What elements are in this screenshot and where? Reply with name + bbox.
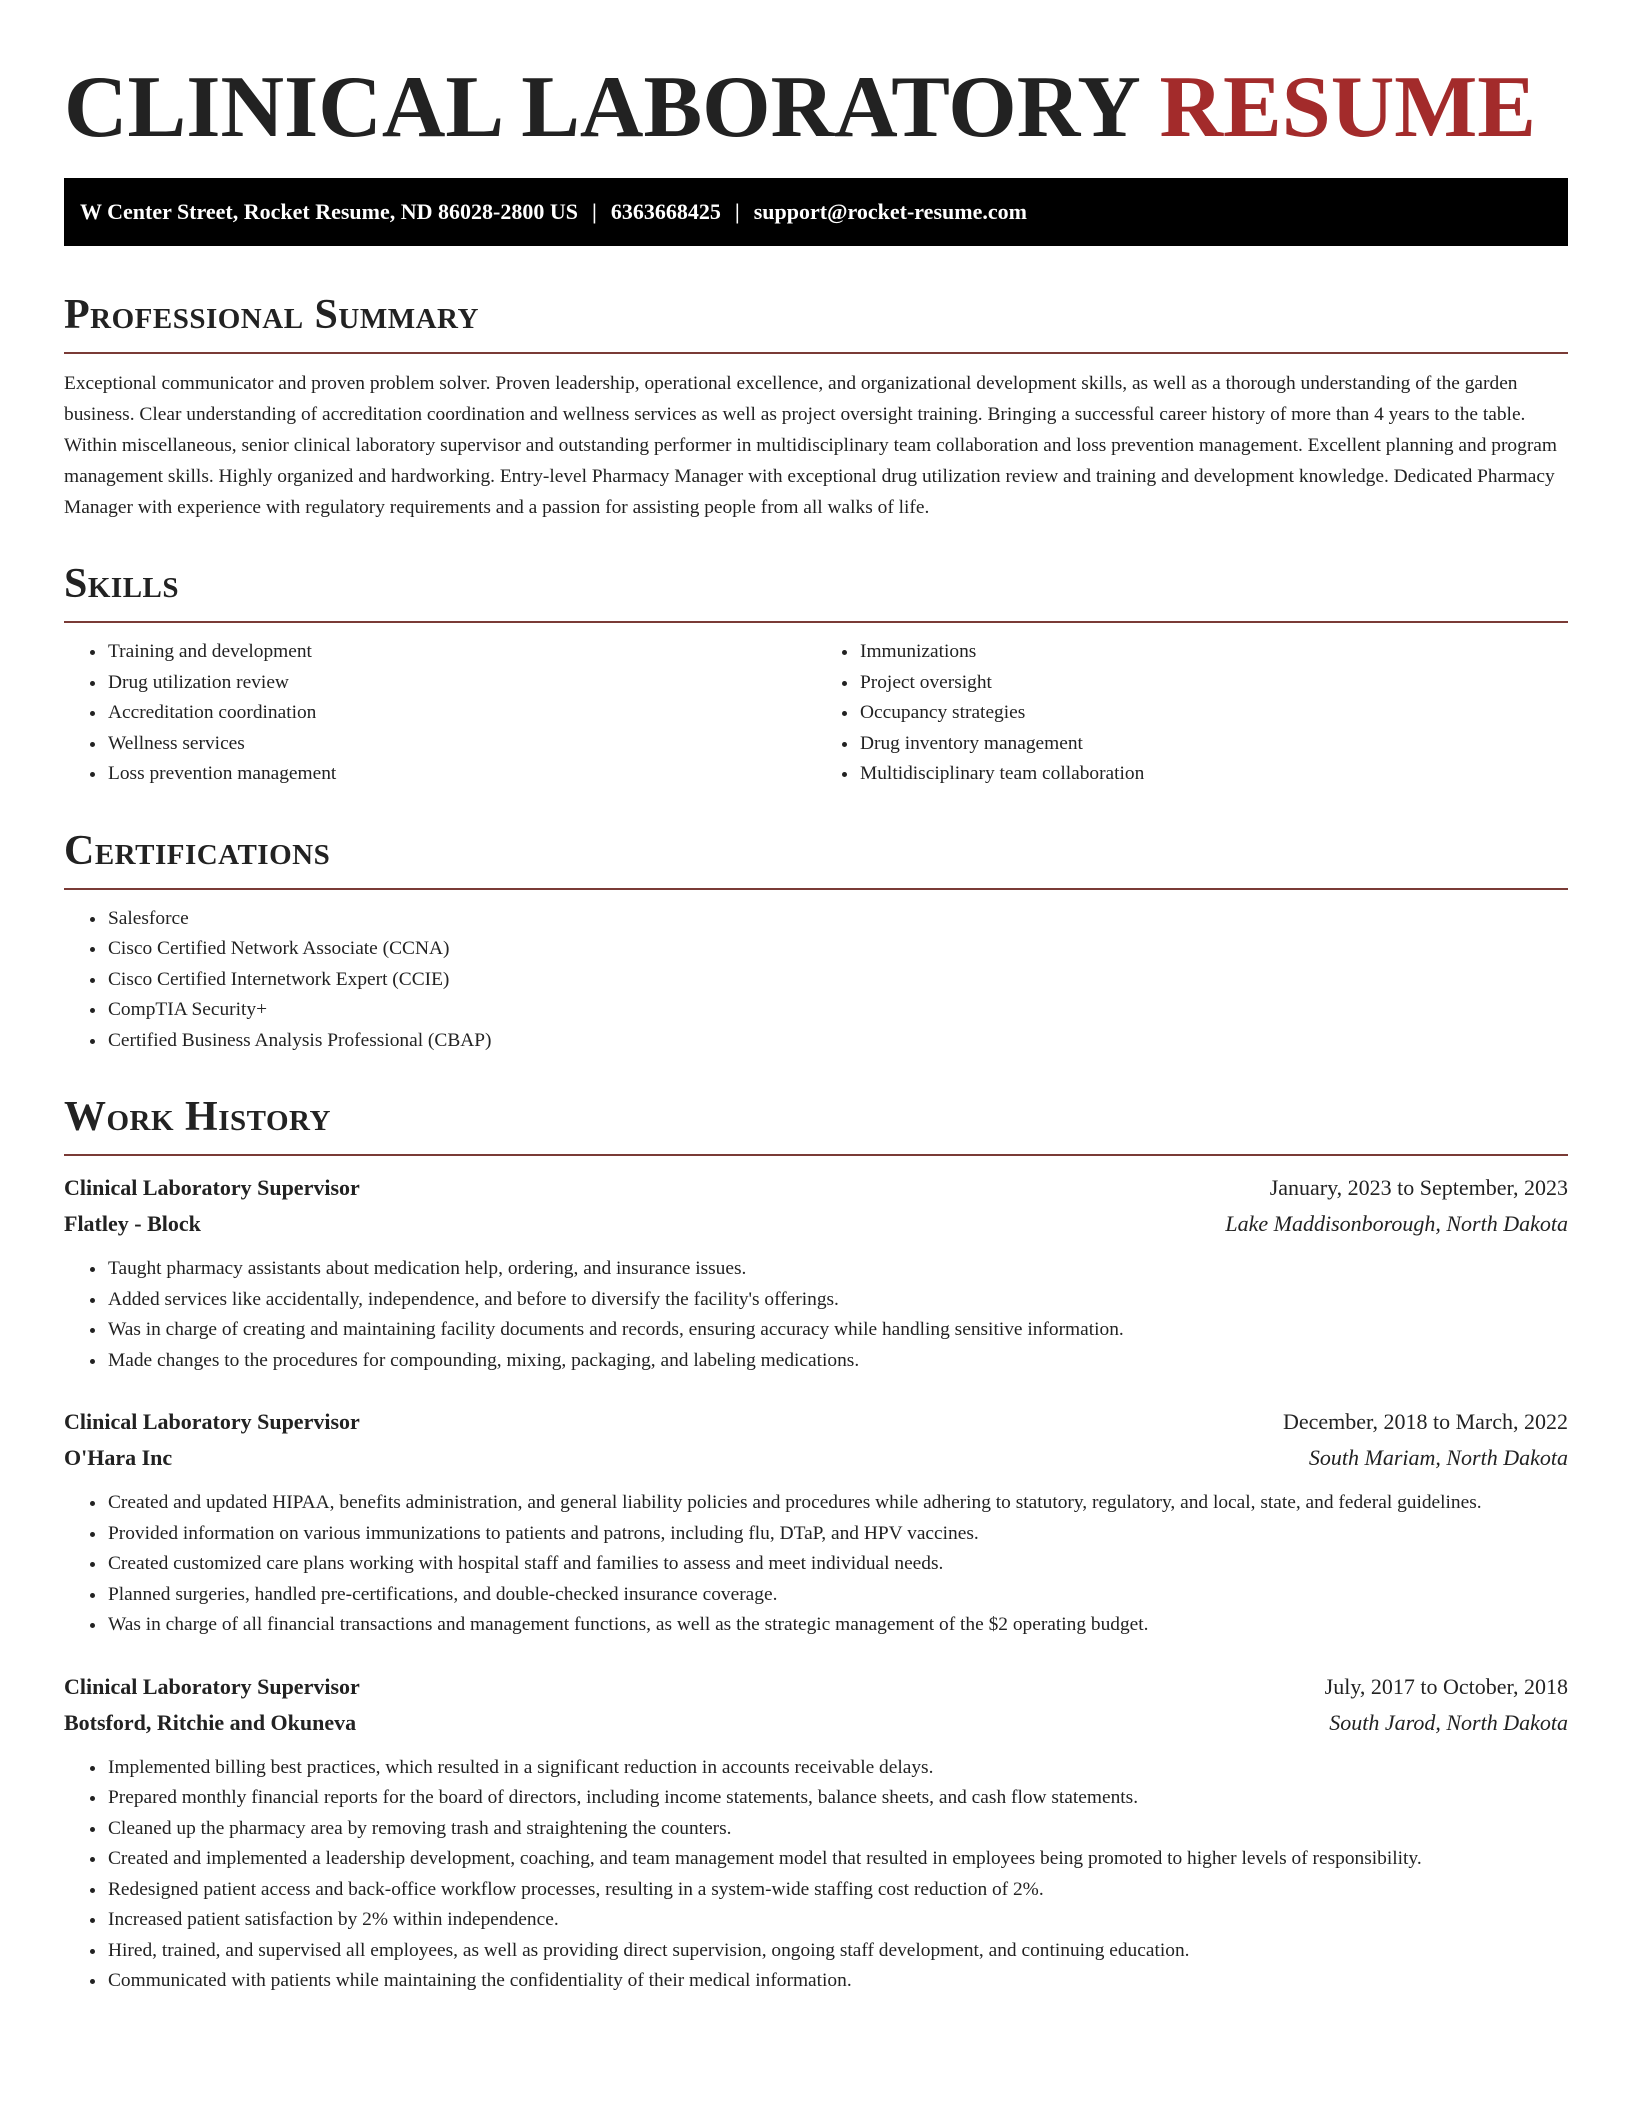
section-divider (64, 1154, 1568, 1156)
job-company-row (64, 1705, 1568, 1741)
skills-section (64, 559, 1568, 790)
job-duty-item: • Cleaned up the pharmacy area by removing trash and straightening the counters. (107, 1814, 1568, 1845)
summary-section (64, 290, 1568, 523)
job-location: South Mariam, North Dakota (1308, 1445, 1568, 1470)
skills-list-left (64, 637, 816, 790)
job-duties-list (64, 1753, 1568, 1997)
job-duty-item: • Was in charge of creating and maintaining facility documents and records, ensuring accuracy while handling sensitive information. (107, 1315, 1568, 1346)
job-title: Clinical Laboratory Supervisor (64, 1175, 360, 1200)
skill-item: • Accreditation coordination (107, 698, 816, 729)
certification-item: • Certified Business Analysis Professional (CBAP) (107, 1026, 1568, 1057)
work-history-heading: Work History (64, 1094, 331, 1140)
job-duty-item: • Was in charge of all financial transactions and management functions, as well as the strategic management of the $2 operating budget. (107, 1610, 1568, 1641)
work-history-section (64, 1092, 1568, 1997)
job-duty-item: • Added services like accidentally, independence, and before to diversify the facility's offerings. (107, 1285, 1568, 1316)
contact-bar (64, 178, 1568, 246)
section-divider (64, 888, 1568, 890)
certification-item: • CompTIA Security+ (107, 995, 1568, 1026)
summary-heading: Professional Summary (64, 292, 479, 338)
title-accent: RESUME (1159, 59, 1536, 156)
skill-item: • Drug utilization review (107, 668, 816, 699)
job-location: Lake Maddisonborough, North Dakota (1225, 1211, 1568, 1236)
job-duties-list (64, 1254, 1568, 1376)
job-company-row (64, 1440, 1568, 1476)
title-main: CLINICAL LABORATORY (64, 59, 1138, 156)
skill-item: • Training and development (107, 637, 816, 668)
job-entry (64, 1669, 1568, 1997)
certification-item: • Cisco Certified Internetwork Expert (CCIE) (107, 965, 1568, 996)
contact-phone[interactable]: 6363668425 (610, 199, 721, 224)
skill-item: • Loss prevention management (107, 759, 816, 790)
job-duty-item: • Created and implemented a leadership development, coaching, and team management model that resulted in employees being promoted to higher levels of responsibility. (107, 1844, 1568, 1875)
section-divider (64, 352, 1568, 354)
job-duty-item: • Communicated with patients while maintaining the confidentiality of their medical information. (107, 1966, 1568, 1997)
job-company-row (64, 1206, 1568, 1242)
skill-item: • Wellness services (107, 729, 816, 760)
job-duty-item: • Taught pharmacy assistants about medication help, ordering, and insurance issues. (107, 1254, 1568, 1285)
job-header-row (64, 1669, 1568, 1705)
skill-item: • Drug inventory management (859, 729, 1568, 760)
contact-address: W Center Street, Rocket Resume, ND 86028-2800 US (80, 199, 578, 224)
contact-separator: | (734, 199, 740, 224)
section-divider (64, 621, 1568, 623)
job-dates: July, 2017 to October, 2018 (1324, 1673, 1568, 1699)
job-entry (64, 1404, 1568, 1641)
certification-item: • Salesforce (107, 904, 1568, 935)
job-dates: December, 2018 to March, 2022 (1282, 1409, 1568, 1434)
skills-list-right (816, 637, 1568, 790)
job-dates: January, 2023 to September, 2023 (1269, 1175, 1568, 1200)
job-duty-item: • Created and updated HIPAA, benefits administration, and general liability policies and procedures while adhering to statutory, regulatory, and local, state, and federal guidelines. (107, 1488, 1568, 1519)
certifications-heading: Certifications (64, 827, 331, 874)
certifications-list (64, 904, 1568, 1057)
skills-heading: Skills (64, 561, 180, 607)
job-duty-item: • Provided information on various immunizations to patients and patrons, including flu, DTaP, and HPV vaccines. (107, 1519, 1568, 1550)
skills-grid (64, 637, 1568, 790)
certification-item: • Cisco Certified Network Associate (CCNA) (107, 934, 1568, 965)
job-company: O'Hara Inc (64, 1445, 173, 1470)
job-header-row (64, 1170, 1568, 1206)
job-duty-item: • Redesigned patient access and back-office workflow processes, resulting in a system-wide staffing cost reduction of 2%. (107, 1875, 1568, 1906)
certifications-section (64, 826, 1568, 1057)
contact-email[interactable]: support@rocket-resume.com (753, 199, 1027, 224)
job-duty-item: • Prepared monthly financial reports for the board of directors, including income statements, balance sheets, and cash flow statements. (107, 1783, 1568, 1814)
job-header-row (64, 1404, 1568, 1440)
job-duty-item: • Planned surgeries, handled pre-certifications, and double-checked insurance coverage. (107, 1580, 1568, 1611)
job-company: Flatley - Block (64, 1211, 201, 1236)
job-duty-item: • Implemented billing best practices, which resulted in a significant reduction in accounts receivable delays. (107, 1753, 1568, 1784)
job-duty-item: • Made changes to the procedures for compounding, mixing, packaging, and labeling medications. (107, 1346, 1568, 1377)
skill-item: • Immunizations (859, 637, 1568, 668)
contact-separator: | (591, 199, 597, 224)
job-duties-list (64, 1488, 1568, 1641)
job-title: Clinical Laboratory Supervisor (64, 1673, 360, 1699)
skill-item: • Project oversight (859, 668, 1568, 699)
summary-text: Exceptional communicator and proven problem solver. Proven leadership, operational excellence, and organizational development skills, as well as a thorough understanding of the garden business. Clear understanding of accreditation coordination and wellness services as well as project oversight training. Bringing a successful career history of more than 4 years to the table. Within miscellaneous, senior clinical laboratory supervisor and outstanding performer in multidisciplinary team collaboration and loss prevention management. Excellent planning and program management skills. Highly organized and hardworking. Entry-level Pharmacy Manager with exceptional drug utilization review and training and development knowledge. Dedicated Pharmacy Manager with experience with regulatory requirements and a passion for assisting people from all walks of life. (64, 373, 1557, 518)
job-location: South Jarod, North Dakota (1329, 1709, 1568, 1735)
job-company: Botsford, Ritchie and Okuneva (64, 1709, 357, 1735)
job-title: Clinical Laboratory Supervisor (64, 1409, 360, 1434)
job-duty-item: • Hired, trained, and supervised all employees, as well as providing direct supervision, ongoing staff development, and continuing education. (107, 1936, 1568, 1967)
skill-item: • Multidisciplinary team collaboration (859, 759, 1568, 790)
skill-item: • Occupancy strategies (859, 698, 1568, 729)
job-entry (64, 1170, 1568, 1376)
job-duty-item: • Created customized care plans working with hospital staff and families to assess and meet individual needs. (107, 1549, 1568, 1580)
job-duty-item: • Increased patient satisfaction by 2% within independence. (107, 1905, 1568, 1936)
resume-title (64, 56, 1568, 156)
